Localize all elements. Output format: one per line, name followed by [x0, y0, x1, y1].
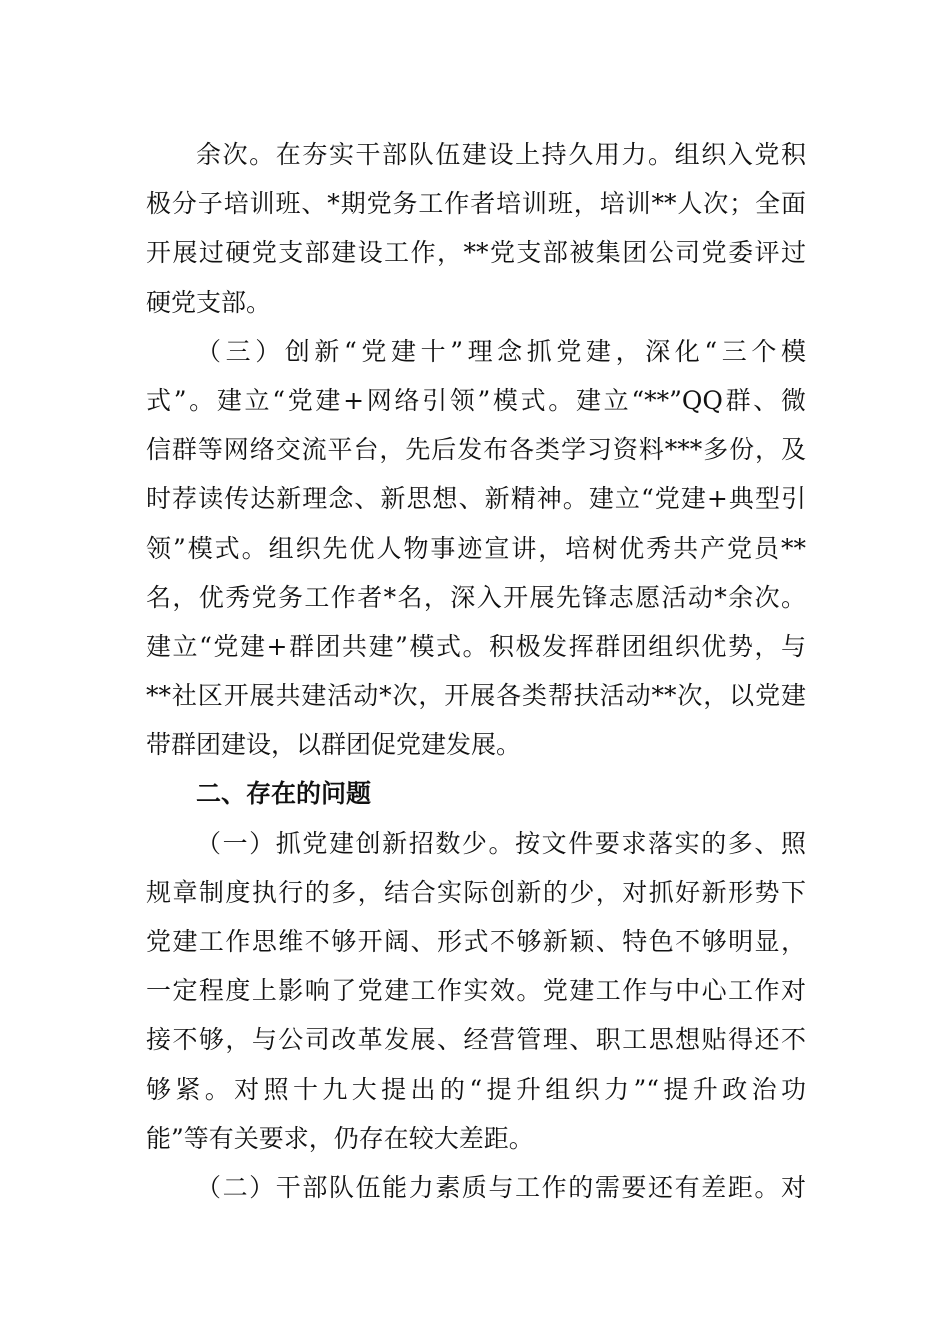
- paragraph-party-building-plus: [146, 327, 806, 770]
- text-line: 党建工作思维不够开阔、形式不够新颖、特色不够明显，: [146, 927, 806, 956]
- section-heading-problems: [146, 769, 806, 818]
- text-line: 建立“党建+群团共建”模式。积极发挥群团组织优势，与: [146, 631, 806, 661]
- text-line: 接不够，与公司改革发展、经营管理、职工思想贴得还不: [146, 1025, 806, 1055]
- paragraph-cadre-ability: [146, 1163, 806, 1212]
- document-page: [146, 130, 806, 1212]
- text-line: 规章制度执行的多，结合实际创新的少，对抓好新形势下: [146, 877, 806, 907]
- text-line: （一）抓党建创新招数少。按文件要求落实的多、照: [196, 828, 806, 858]
- heading-line: 二、存在的问题: [196, 779, 372, 809]
- text-line: 开展过硬党支部建设工作，**党支部被集团公司党委评过: [146, 238, 806, 268]
- text-line: （二）干部队伍能力素质与工作的需要还有差距。对: [196, 1172, 806, 1202]
- text-line: 够紧。对照十九大提出的“提升组织力”“提升政治功: [146, 1074, 806, 1104]
- text-line: 时荐读传达新理念、新思想、新精神。建立“党建+典型引: [146, 484, 806, 514]
- text-line: 领”模式。组织先优人物事迹宣讲，培树优秀共产党员**: [146, 533, 806, 563]
- text-line: 式”。建立“党建+网络引领”模式。建立“**”QQ群、微: [146, 385, 806, 415]
- text-line: **社区开展共建活动*次，开展各类帮扶活动**次，以党建: [146, 681, 806, 711]
- text-line: 信群等网络交流平台，先后发布各类学习资料***多份，及: [146, 435, 806, 465]
- text-line: 硬党支部。: [146, 287, 272, 317]
- text-line: 能”等有关要求，仍存在较大差距。: [146, 1123, 534, 1153]
- paragraph-cadre-building: [146, 130, 806, 327]
- text-line: 一定程度上影响了党建工作实效。党建工作与中心工作对: [146, 976, 806, 1006]
- text-line: 极分子培训班、*期党务工作者培训班，培训**人次；全面: [146, 189, 806, 219]
- text-line: （三）创新“党建十”理念抓党建，深化“三个模: [196, 336, 806, 366]
- text-line: 名，优秀党务工作者*名，深入开展先锋志愿活动*余次。: [146, 582, 806, 612]
- text-line: 余次。在夯实干部队伍建设上持久用力。组织入党积: [196, 140, 806, 169]
- text-line: 带群团建设，以群团促党建发展。: [146, 730, 522, 760]
- paragraph-innovation-problem: [146, 819, 806, 1163]
